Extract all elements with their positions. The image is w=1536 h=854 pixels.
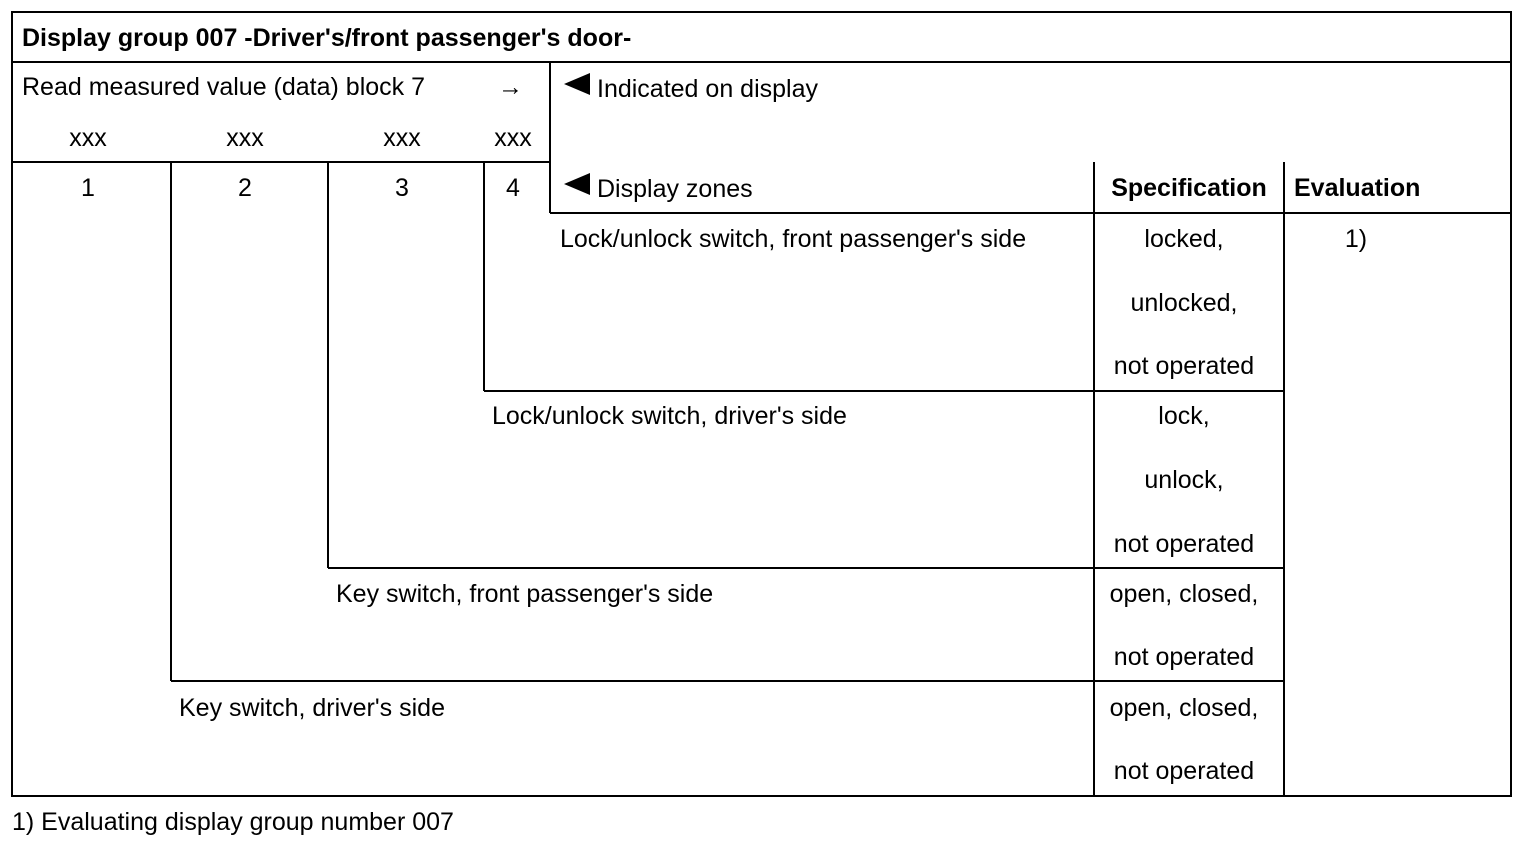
field-placeholder-2: xxx	[226, 124, 264, 152]
row-label-1: Lock/unlock switch, front passenger's side	[560, 225, 1027, 253]
field-number-2: 2	[238, 174, 252, 202]
row-label-3: Key switch, front passenger's side	[336, 580, 714, 608]
row-label-4: Key switch, driver's side	[179, 694, 445, 722]
row-spec-3b: not operated	[1113, 643, 1255, 671]
row-spec-1c: not operated	[1113, 352, 1255, 380]
evaluation-marker: 1)	[1344, 225, 1368, 253]
indicated-on-display-label: Indicated on display	[597, 75, 818, 103]
footnote: 1) Evaluating display group number 007	[12, 808, 454, 836]
row-spec-2b: unlock,	[1144, 466, 1224, 494]
specification-header: Specification	[1111, 174, 1267, 202]
row-spec-1a: locked,	[1144, 225, 1224, 253]
row-spec-1b: unlocked,	[1130, 289, 1238, 317]
triangle-left-icon	[564, 173, 590, 195]
field-number-4: 4	[506, 174, 520, 202]
field-number-1: 1	[81, 174, 95, 202]
field-placeholder-3: xxx	[383, 124, 421, 152]
row-spec-2a: lock,	[1158, 402, 1210, 430]
read-block-arrow: →	[498, 73, 523, 101]
field-number-3: 3	[395, 174, 409, 202]
row-spec-4a: open, closed,	[1109, 694, 1259, 722]
evaluation-header: Evaluation	[1294, 174, 1421, 202]
field-placeholder-4: xxx	[494, 124, 532, 152]
row-spec-4b: not operated	[1113, 757, 1255, 785]
row-label-2: Lock/unlock switch, driver's side	[492, 402, 847, 430]
display-zones-label: Display zones	[597, 175, 753, 203]
triangle-left-icon	[564, 73, 590, 95]
row-spec-2c: not operated	[1113, 530, 1255, 558]
table-title: Display group 007 -Driver's/front passenger's door-	[22, 24, 632, 52]
field-placeholder-1: xxx	[69, 124, 107, 152]
read-block-label: Read measured value (data) block 7	[22, 73, 426, 101]
row-spec-3a: open, closed,	[1109, 580, 1259, 608]
